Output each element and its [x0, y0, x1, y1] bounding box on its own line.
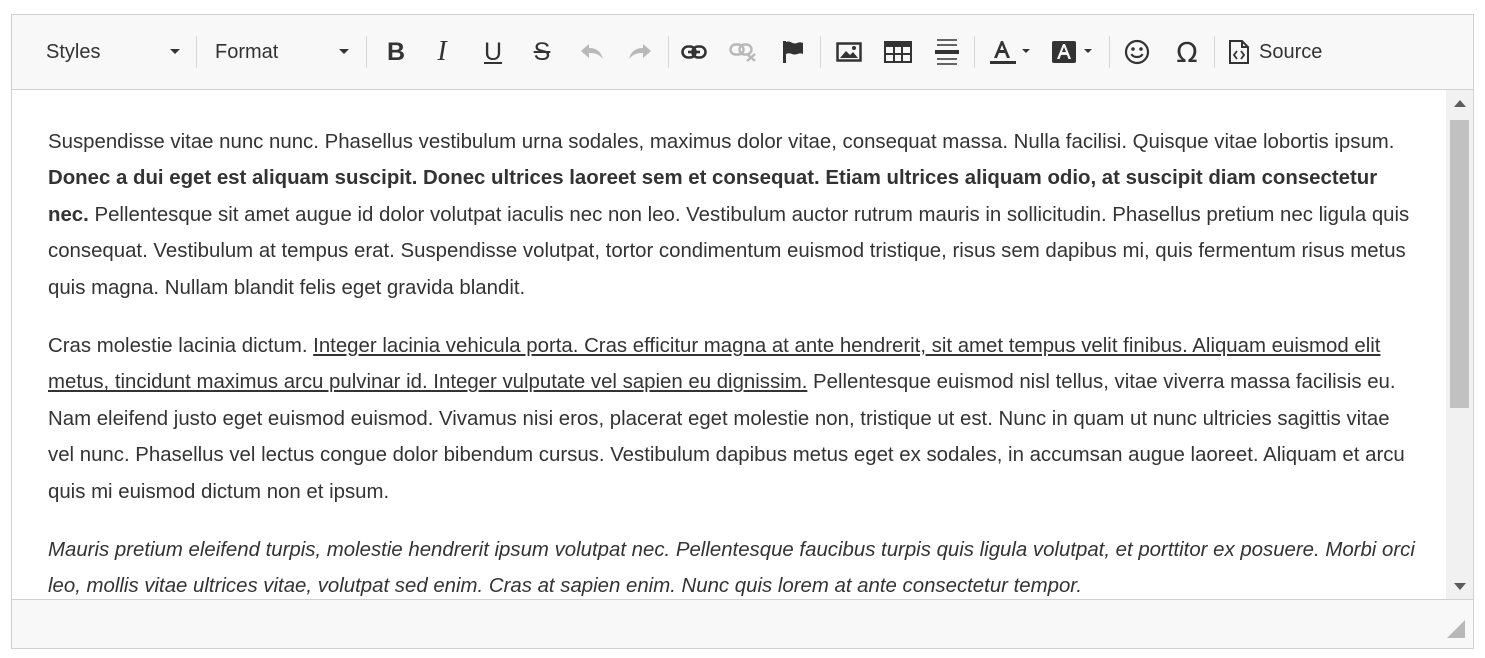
toolbar-separator [196, 36, 197, 68]
toolbar-separator [1214, 36, 1215, 68]
toolbar-separator [668, 36, 669, 68]
special-character-icon: Ω [1176, 35, 1198, 69]
undo-icon [579, 42, 605, 62]
anchor-flag-icon [781, 40, 805, 64]
format-dropdown[interactable] [215, 34, 349, 70]
format-dropdown-label: Format [215, 40, 279, 63]
underlined-text: Integer lacinia vehicula porta. Cras efficitur magna at ante hendrerit, sit amet tempus velit finibus. Aliquam euismod elit metus, tincidunt maximus arcu pulvinar id. Integer vulputate vel sapien eu dignissim. [48, 335, 1381, 394]
unlink-icon [729, 42, 757, 62]
horizontal-rule-button[interactable] [932, 34, 962, 70]
table-icon [884, 41, 912, 63]
scrollbar-thumb[interactable] [1450, 120, 1469, 408]
horizontal-rule-icon [934, 38, 960, 66]
insert-image-button[interactable] [834, 34, 864, 70]
image-icon [836, 42, 862, 62]
undo-button[interactable] [577, 34, 607, 70]
resize-handle-icon[interactable] [1447, 620, 1465, 638]
underline-icon: U [483, 37, 503, 66]
rich-text-editor [11, 14, 1474, 649]
redo-button[interactable] [625, 34, 655, 70]
italic-button[interactable] [427, 34, 457, 70]
text-color-icon [988, 39, 1034, 65]
toolbar-separator [366, 36, 367, 68]
emoji-icon [1124, 39, 1150, 65]
editor-content-area[interactable] [12, 90, 1446, 600]
link-icon [681, 45, 707, 59]
underline-button[interactable] [478, 34, 508, 70]
paragraph-text: Cras molestie lacinia dictum. [48, 335, 314, 358]
background-color-icon [1050, 39, 1096, 65]
bold-text: Donec a dui eget est aliquam suscipit. Donec ultrices laoreet sem et consequat. Etiam ultrices aliquam odio, at suscipit diam consectetur nec. [48, 167, 1378, 226]
unlink-button[interactable] [728, 34, 758, 70]
strikethrough-button[interactable] [527, 34, 557, 70]
vertical-scrollbar[interactable] [1446, 90, 1473, 600]
styles-dropdown[interactable] [46, 34, 180, 70]
insert-table-button[interactable] [883, 34, 913, 70]
anchor-button[interactable] [778, 34, 808, 70]
chevron-down-icon [170, 49, 180, 54]
bold-icon: B [386, 37, 406, 66]
editor-statusbar [12, 599, 1473, 648]
paragraph-text: Pellentesque sit amet augue id dolor volutpat iaculis nec non leo. Vestibulum auctor rutrum mauris in sollicitudin. Phasellus pretium nec ligula quis consequat. Vestibulum at tempus erat. Suspendisse volutpat, tortor condimentum euismod tristique, risus sem dapibus mi, quis fermentum risus metus quis magna. Nullam blandit felis eget gravida blandit. [48, 203, 1410, 299]
bold-button[interactable] [381, 34, 411, 70]
scroll-up-arrow-icon[interactable] [1454, 100, 1466, 107]
paragraph [12, 90, 1446, 306]
paragraph-text: Pellentesque euismod nisl tellus, vitae viverra massa facilisis eu. Nam eleifend justo eget euismod euismod. Vivamus nisi eros, placerat eget molestie non, tristique ut est. Nunc in quam ut nunc ultricies sagittis vitae vel nunc. Phasellus vel lectus congue dolor bibendum cursus. Vestibulum dapibus metus eget ex sodales, in accumsan augue laoreet. Aliquam et arcu quis mi euismod dictum non et ipsum. [48, 371, 1405, 503]
paragraph-text: Suspendisse vitae nunc nunc. Phasellus vestibulum urna sodales, maximus dolor vitae, consequat massa. Nulla facilisi. Quisque vitae lobortis ipsum. [48, 131, 1395, 153]
scroll-down-arrow-icon[interactable] [1454, 583, 1466, 590]
source-code-button[interactable] [1228, 34, 1338, 70]
editor-toolbar [12, 15, 1473, 90]
chevron-down-icon [339, 49, 349, 54]
paragraph [12, 532, 1446, 600]
source-button-label: Source [1259, 40, 1323, 63]
italic-text: Mauris pretium eleifend turpis, molestie hendrerit ipsum volutpat nec. Pellentesque faucibus turpis quis ligula volutpat, et porttitor ex posuere. Morbi orci leo, mollis vitae ultrices vitae, volutpat sed enim. Cras at sapien enim. Nunc quis lorem at ante consectetur tempor. [48, 539, 1415, 598]
styles-dropdown-label: Styles [46, 40, 101, 63]
background-color-button[interactable] [1049, 34, 1097, 70]
insert-link-button[interactable] [679, 34, 709, 70]
insert-emoji-button[interactable] [1122, 34, 1152, 70]
toolbar-separator [1109, 36, 1110, 68]
toolbar-separator [974, 36, 975, 68]
source-code-icon [1228, 40, 1250, 64]
italic-icon: I [437, 36, 447, 67]
redo-icon [627, 42, 653, 62]
strikethrough-icon: S [533, 37, 551, 66]
toolbar-separator [820, 36, 821, 68]
special-character-button[interactable] [1172, 34, 1202, 70]
text-color-button[interactable] [987, 34, 1035, 70]
paragraph [12, 328, 1446, 510]
